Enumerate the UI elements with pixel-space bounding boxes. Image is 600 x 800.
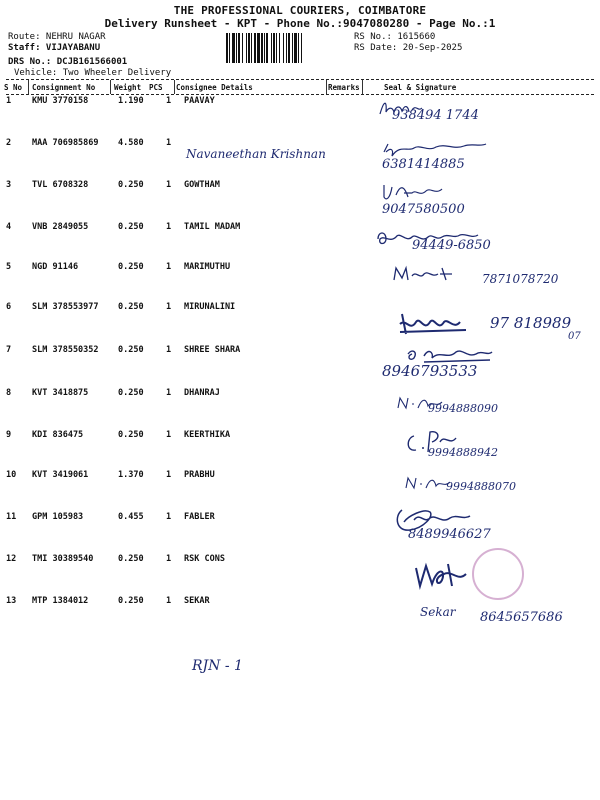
signature-row-5 bbox=[390, 264, 470, 284]
barcode-bar bbox=[301, 33, 302, 63]
cell-consignee: MIRUNALINI bbox=[184, 302, 236, 312]
route-label: Route: NEHRU NAGAR bbox=[8, 32, 106, 42]
cell-sno: 1 bbox=[6, 96, 12, 106]
cell-sno: 10 bbox=[6, 470, 17, 480]
cell-consignment: SLM 378553977 bbox=[32, 302, 99, 312]
handwritten-footer-note: RJN - 1 bbox=[192, 658, 243, 674]
col-header-consignment: Consignment No bbox=[32, 83, 96, 92]
col-divider bbox=[362, 80, 363, 94]
cell-sno: 8 bbox=[6, 388, 12, 398]
signature-row-3 bbox=[380, 181, 450, 203]
cell-consignment: SLM 378550352 bbox=[32, 345, 99, 355]
handwritten-phone-5: 7871078720 bbox=[482, 272, 559, 286]
barcode-bar bbox=[294, 33, 297, 63]
handwritten-phone-13: 8645657686 bbox=[480, 610, 563, 625]
barcode-bar bbox=[257, 33, 260, 63]
cell-consignee: PRABHU bbox=[184, 470, 215, 480]
cell-consignment: KVT 3418875 bbox=[32, 388, 89, 398]
cell-pcs: 1 bbox=[166, 430, 172, 440]
header-top-rule bbox=[6, 79, 594, 80]
cell-weight: 0.455 bbox=[118, 512, 144, 522]
col-divider bbox=[28, 80, 29, 94]
cell-weight: 1.370 bbox=[118, 470, 144, 480]
col-divider bbox=[174, 80, 175, 94]
col-header-consignee: Consignee Details bbox=[176, 83, 253, 92]
barcode-bar bbox=[236, 33, 237, 63]
cell-pcs: 1 bbox=[166, 96, 172, 106]
cell-pcs: 1 bbox=[166, 345, 172, 355]
barcode-bar bbox=[248, 33, 250, 63]
handwritten-phone-9: 9994888942 bbox=[428, 446, 498, 459]
barcode-bar bbox=[261, 33, 263, 63]
cell-pcs: 1 bbox=[166, 302, 172, 312]
signature-row-12 bbox=[412, 560, 482, 590]
col-header-pcs: PCS bbox=[149, 83, 163, 92]
cell-weight: 0.250 bbox=[118, 388, 144, 398]
cell-consignment: NGD 91146 bbox=[32, 262, 79, 272]
cell-weight: 0.250 bbox=[118, 222, 144, 232]
cell-sno: 9 bbox=[6, 430, 12, 440]
cell-weight: 0.250 bbox=[118, 596, 144, 606]
runsheet-subtitle: Delivery Runsheet - KPT - Phone No.:9047080280 - Page No.:1 bbox=[104, 17, 496, 30]
barcode-bar bbox=[286, 33, 287, 63]
handwritten-phone-4: 94449-6850 bbox=[412, 238, 491, 253]
vehicle-label: Vehicle: Two Wheeler Delivery bbox=[14, 68, 172, 78]
barcode-bar bbox=[271, 33, 272, 63]
cell-pcs: 1 bbox=[166, 262, 172, 272]
cell-weight: 0.250 bbox=[118, 302, 144, 312]
cell-weight: 4.580 bbox=[118, 138, 144, 148]
header-bottom-rule bbox=[6, 94, 594, 95]
barcode-bar bbox=[229, 33, 230, 63]
cell-consignment: MAA 706985869 bbox=[32, 138, 99, 148]
barcode-bar bbox=[266, 33, 268, 63]
col-header-sno: S No bbox=[4, 83, 23, 92]
cell-pcs: 1 bbox=[166, 138, 172, 148]
barcode-bar bbox=[238, 33, 240, 63]
barcode-image bbox=[225, 33, 350, 63]
cell-consignment: TMI 30389540 bbox=[32, 554, 94, 564]
cell-sno: 5 bbox=[6, 262, 12, 272]
cell-consignment: TVL 6708328 bbox=[32, 180, 89, 190]
cell-consignment: KVT 3419061 bbox=[32, 470, 89, 480]
col-header-seal: Seal & Signature bbox=[384, 83, 457, 92]
cell-weight: 0.250 bbox=[118, 554, 144, 564]
cell-pcs: 1 bbox=[166, 470, 172, 480]
cell-consignee: KEERTHIKA bbox=[184, 430, 231, 440]
cell-sno: 3 bbox=[6, 180, 12, 190]
cell-sno: 13 bbox=[6, 596, 17, 606]
cell-consignee: RSK CONS bbox=[184, 554, 225, 564]
cell-consignee: MARIMUTHU bbox=[184, 262, 231, 272]
handwritten-phone-1: 938494 1744 bbox=[392, 108, 479, 123]
barcode-bar bbox=[264, 33, 265, 63]
staff-label: Staff: VIJAYABANU bbox=[8, 43, 101, 53]
cell-weight: 1.190 bbox=[118, 96, 144, 106]
rs-date: RS Date: 20-Sep-2025 bbox=[354, 43, 463, 53]
cell-sno: 7 bbox=[6, 345, 12, 355]
barcode-bar bbox=[276, 33, 277, 63]
handwritten-signature-13: Sekar bbox=[420, 605, 456, 619]
cell-consignment: KMU 3770158 bbox=[32, 96, 89, 106]
cell-pcs: 1 bbox=[166, 388, 172, 398]
cell-weight: 0.250 bbox=[118, 430, 144, 440]
cell-consignee: FABLER bbox=[184, 512, 215, 522]
handwritten-phone-11: 8489946627 bbox=[408, 527, 491, 542]
rs-number: RS No.: 1615660 bbox=[354, 32, 436, 42]
cell-consignment: MTP 1384012 bbox=[32, 596, 89, 606]
cell-pcs: 1 bbox=[166, 222, 172, 232]
handwritten-note-6: 07 bbox=[568, 331, 581, 342]
cell-consignment: GPM 105983 bbox=[32, 512, 84, 522]
barcode-bar bbox=[292, 33, 293, 63]
cell-consignee: SEKAR bbox=[184, 596, 210, 606]
handwritten-phone-7: 8946793533 bbox=[382, 362, 478, 380]
barcode-bar bbox=[298, 33, 299, 63]
barcode-bar bbox=[246, 33, 247, 63]
col-header-remarks: Remarks bbox=[328, 83, 360, 92]
col-header-weight: Weight bbox=[114, 83, 142, 92]
barcode-bar bbox=[251, 33, 252, 63]
col-divider bbox=[110, 80, 111, 94]
cell-pcs: 1 bbox=[166, 554, 172, 564]
cell-weight: 0.250 bbox=[118, 345, 144, 355]
cell-consignee: TAMIL MADAM bbox=[184, 222, 241, 232]
barcode-bar bbox=[242, 33, 243, 63]
cell-weight: 0.250 bbox=[118, 180, 144, 190]
cell-pcs: 1 bbox=[166, 180, 172, 190]
drs-number: DRS No.: DCJB161566001 bbox=[8, 57, 128, 67]
cell-pcs: 1 bbox=[166, 512, 172, 522]
handwritten-phone-10: 9994888070 bbox=[446, 480, 516, 493]
handwritten-phone-2: 6381414885 bbox=[382, 157, 465, 172]
cell-consignment: VNB 2849055 bbox=[32, 222, 89, 232]
handwritten-phone-3: 9047580500 bbox=[382, 202, 465, 217]
cell-sno: 11 bbox=[6, 512, 17, 522]
handwritten-consignee-2: Navaneethan Krishnan bbox=[186, 147, 326, 161]
cell-weight: 0.250 bbox=[118, 262, 144, 272]
cell-pcs: 1 bbox=[166, 596, 172, 606]
cell-sno: 2 bbox=[6, 138, 12, 148]
barcode-bar bbox=[254, 33, 256, 63]
cell-sno: 6 bbox=[6, 302, 12, 312]
barcode-bar bbox=[283, 33, 284, 63]
cell-consignee: PAAVAY bbox=[184, 96, 215, 106]
cell-consignee: SHREE SHARA bbox=[184, 345, 241, 355]
company-title: THE PROFESSIONAL COURIERS, COIMBATORE bbox=[173, 4, 427, 17]
barcode-bar bbox=[279, 33, 280, 63]
cell-sno: 12 bbox=[6, 554, 17, 564]
cell-consignee: DHANRAJ bbox=[184, 388, 220, 398]
cell-consignment: KDI 836475 bbox=[32, 430, 84, 440]
cell-sno: 4 bbox=[6, 222, 12, 232]
barcode-bar bbox=[273, 33, 275, 63]
barcode-bar bbox=[232, 33, 235, 63]
signature-row-6 bbox=[396, 310, 476, 338]
handwritten-phone-6: 97 818989 bbox=[490, 314, 572, 332]
barcode-bar bbox=[226, 33, 228, 63]
cell-consignee: GOWTHAM bbox=[184, 180, 220, 190]
col-divider bbox=[326, 80, 327, 94]
barcode-bar bbox=[288, 33, 290, 63]
handwritten-phone-8: 9994888090 bbox=[428, 402, 498, 415]
